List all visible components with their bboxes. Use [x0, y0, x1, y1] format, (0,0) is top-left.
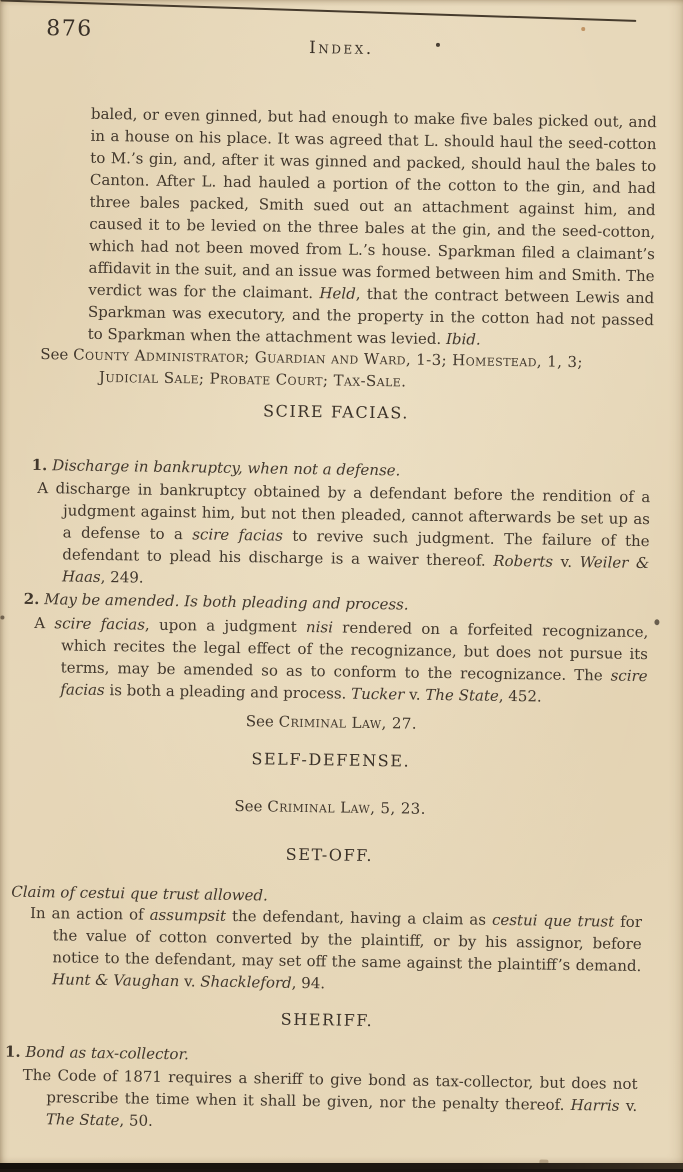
see-label: See — [234, 796, 263, 816]
sheriff-entry-1-body: The Code of 1871 requires a sheriff to give bond as tax-collector, but does not prescribe the time when it shall be given, nor the penalty thereof. Harris v. The State, 50. — [22, 1065, 638, 1130]
scan-speck — [581, 27, 585, 31]
reference-list: Criminal Law, 27. — [278, 712, 418, 733]
page-number: 876 — [45, 16, 93, 42]
running-head: Index. — [308, 37, 374, 59]
entry-number: 1. — [31, 455, 48, 475]
headnote-text: Discharge in bankruptcy, when not a defense. — [52, 456, 401, 480]
section-heading-set-off: SET-OFF. — [285, 844, 374, 866]
section-heading-scire-facias: SCIRE FACIAS. — [262, 401, 410, 423]
cross-reference-criminal-law-27 — [0, 706, 673, 738]
cross-reference-main — [0, 342, 678, 396]
scan-speck — [0, 615, 4, 619]
section-heading-sheriff: SHERIFF. — [280, 1009, 374, 1031]
see-label: See — [40, 345, 69, 364]
headnote-text: Bond as tax-collector. — [25, 1042, 189, 1064]
book-edge-shadow — [0, 1163, 683, 1169]
scire-facias-entry-2-body: A scire facias, upon a judgment nisi rendered on a forfeited recognizance, which recites the legal effect of the recognizance, but does not pursue its terms, may be amended so as to conform to the recognizance. The scire facias is both a pleading and process. Tucker v. The State, 452. — [34, 613, 649, 706]
reference-list: Criminal Law, 5, 23. — [267, 797, 426, 818]
scire-facias-entry-1-body: A discharge in bankruptcy obtained by a defendant before the rendition of a judgment against him, but not then pleaded, cannot afterwards be set up as a defense to a scire facias to revive such judgment. The failure of the defendant to plead his discharge is a waiver thereof. Roberts v. Weiler & Haas, 249. — [37, 479, 651, 587]
entry-number: 1. — [4, 1042, 21, 1061]
continued-entry-paragraph: baled, or even ginned, but had enough to make five bales picked out, and in a house on his place. It was agreed that L. should haul the seed-cotton to M.’s gin, and, after it was ginned and packed, should haul the bales to Canton. After L. had hauled a portion of the cotton to the gin, and had three bales packed, Smith sued out an attachment against him, and caused it to be levied on the three bales at the gin, and the seed-cotton, which had not been moved from L.’s house. Sparkman filed a claimant’s affidavit in the suit, and an issue was formed between him and Smith. The verdict was for the claimant. Held, that the contract between Lewis and Sparkman was executory, and the property in the cotton had not passed to Sparkman when the attachment was levied. Ibid. — [87, 104, 657, 349]
set-off-body: In an action of assumpsit the defendant, having a claim as cestui que trust for the value of cotton converted by the plaintiff, or by his assignor, before notice to the defendant, may set off the same against the plaintiff’s demand. Hunt & Vaughan v. Shackleford, 94. — [29, 903, 643, 993]
entry-number: 2. — [23, 589, 40, 609]
set-off-headnote: Claim of cestui que trust allowed. — [11, 882, 268, 905]
section-heading-self-defense: SELF-DEFENSE. — [251, 749, 411, 771]
headnote-text: May be amended. Is both pleading and process. — [44, 590, 409, 614]
cross-reference-criminal-law-5-23 — [0, 791, 672, 823]
scan-speck — [436, 43, 440, 47]
scan-speck — [654, 619, 659, 625]
see-label: See — [245, 712, 275, 731]
reference-list: County Administrator; Guardian and Ward, 1-3; Homestead, 1, 3; Judicial Sale; Probate Court; Tax-Sale. — [73, 345, 584, 391]
